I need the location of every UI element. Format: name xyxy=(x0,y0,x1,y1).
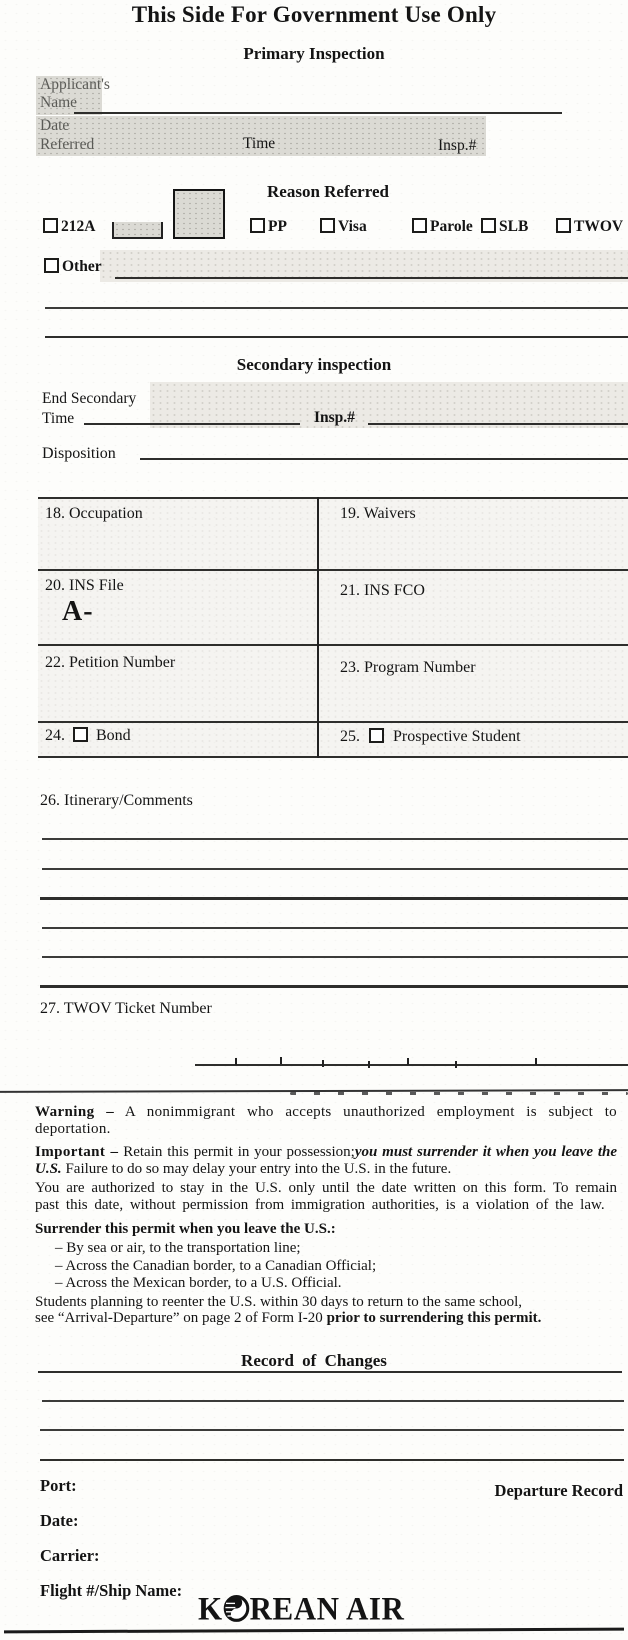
petition-number-label: 22. Petition Number xyxy=(45,654,176,671)
students-emphasis-text: prior to surrendering this permit. xyxy=(326,1310,542,1327)
important-lead: Important – xyxy=(35,1144,119,1161)
bond-number: 24. xyxy=(45,727,65,744)
bottom-border-line xyxy=(4,1628,624,1634)
korean-air-logo-text-k: K xyxy=(198,1590,223,1627)
warning-paragraph xyxy=(35,1104,617,1137)
prospective-student-label: Prospective Student xyxy=(393,728,521,745)
authorized-stay-paragraph: You are authorized to stay in the U.S. only until the date written on this form. To remain past this date, without permission from immigration authorities, is a violation of the law. xyxy=(35,1180,617,1213)
students-text-line1: Students planning to reenter the U.S. within 30 days to return to the same school, xyxy=(35,1293,523,1310)
surrender-item-mexican: – Across the Mexican border, to a U.S. Official. xyxy=(55,1275,342,1292)
checkbox-twov-label: TWOV xyxy=(574,218,624,235)
checkbox-212a-label: 212A xyxy=(61,218,96,235)
ins-file-label: 20. INS File xyxy=(45,577,124,594)
secondary-insp-input-line[interactable] xyxy=(368,423,628,425)
grid-border-bottom xyxy=(38,756,628,758)
itinerary-line-5[interactable] xyxy=(42,956,628,958)
program-number-label: 23. Program Number xyxy=(340,659,476,676)
waivers-label: 19. Waivers xyxy=(340,505,416,522)
itinerary-line-2[interactable] xyxy=(42,868,628,870)
secondary-inspection-heading: Secondary inspection xyxy=(236,355,392,374)
form-title: This Side For Government Use Only xyxy=(131,2,497,27)
checkbox-twov[interactable] xyxy=(556,218,571,233)
applicant-label-line2: Name xyxy=(40,94,78,111)
applicant-name-input-line[interactable] xyxy=(74,112,562,114)
checkbox-slb-label: SLB xyxy=(499,218,529,235)
grid-border-row1 xyxy=(38,569,628,571)
occupation-label: 18. Occupation xyxy=(45,505,143,522)
reason-twov-option xyxy=(556,218,623,236)
date-label: Date: xyxy=(40,1511,79,1530)
disposition-input-line[interactable] xyxy=(140,458,628,460)
notices-block xyxy=(35,1104,617,1327)
important-emphasis-text: you must surrender it when you leave the U.S. xyxy=(35,1144,617,1177)
itinerary-line-6[interactable] xyxy=(40,985,628,988)
checkbox-other[interactable] xyxy=(44,258,59,273)
checkbox-visa-label: Visa xyxy=(338,218,367,235)
reason-visa-option xyxy=(320,218,367,236)
important-text: Retain this permit in your possession; xyxy=(118,1144,355,1161)
reason-slb-option xyxy=(481,218,528,236)
reason-212a-option xyxy=(43,218,95,236)
referral-notes-line-1[interactable] xyxy=(45,307,628,309)
flight-ship-name-label: Flight #/Ship Name: xyxy=(40,1581,183,1600)
checkbox-212a[interactable] xyxy=(43,218,58,233)
date-referred-label-line1: Date xyxy=(40,117,70,134)
checkbox-other-label: Other xyxy=(62,258,102,275)
referral-notes-line-2[interactable] xyxy=(45,336,628,338)
primary-inspection-heading: Primary Inspection xyxy=(243,44,385,63)
itinerary-line-4[interactable] xyxy=(42,927,628,929)
end-secondary-label-line2: Time xyxy=(42,410,75,427)
perforation-holes xyxy=(290,1092,628,1095)
time-label: Time xyxy=(243,135,276,152)
important-paragraph xyxy=(35,1144,617,1177)
checkbox-prospective-student[interactable] xyxy=(369,728,384,743)
grid-border-row3 xyxy=(38,721,628,723)
record-of-changes-line-2[interactable] xyxy=(42,1400,624,1402)
bond-label: Bond xyxy=(96,727,131,744)
secondary-insp-number-label: Insp.# xyxy=(314,409,355,426)
record-of-changes-line-3[interactable] xyxy=(40,1429,624,1431)
ins-fco-label: 21. INS FCO xyxy=(340,582,425,599)
checkbox-parole-label: Parole xyxy=(430,218,473,235)
checkbox-pp[interactable] xyxy=(250,218,265,233)
surrender-heading: Surrender this permit when you leave the U.S.: xyxy=(35,1220,336,1237)
grid-border-top xyxy=(38,497,628,499)
warning-lead: Warning – xyxy=(35,1104,115,1120)
korean-air-logo-text-rest: REAN AIR xyxy=(249,1590,405,1627)
referral-code-bracket xyxy=(112,222,163,239)
grid-divider xyxy=(317,497,319,758)
students-paragraph xyxy=(35,1294,617,1327)
end-secondary-label-line1: End Secondary xyxy=(42,390,137,407)
insp-number-label: Insp.# xyxy=(438,137,477,154)
reason-referred-heading: Reason Referred xyxy=(267,182,389,201)
secondary-row-shading xyxy=(150,382,628,428)
checkbox-parole[interactable] xyxy=(412,218,427,233)
itinerary-line-1[interactable] xyxy=(42,838,628,840)
record-of-changes-line-4[interactable] xyxy=(40,1459,624,1461)
ticket-tally-line xyxy=(195,1057,628,1067)
checkbox-visa[interactable] xyxy=(320,218,335,233)
bond-option xyxy=(45,727,131,745)
checkbox-slb[interactable] xyxy=(481,218,496,233)
warning-text: A nonimmigrant who accepts unauthorized employment is subject to deportation. xyxy=(35,1104,617,1137)
ins-file-a-number-value: A- xyxy=(62,596,94,627)
itinerary-comments-label: 26. Itinerary/Comments xyxy=(40,792,193,809)
grid-border-row2 xyxy=(38,644,628,646)
referral-stamp-box xyxy=(173,189,225,239)
checkbox-pp-label: PP xyxy=(268,218,287,235)
twov-ticket-number-label: 27. TWOV Ticket Number xyxy=(40,1000,212,1017)
surrender-item-sea-air: – By sea or air, to the transportation line; xyxy=(55,1240,301,1257)
itinerary-line-3[interactable] xyxy=(40,897,628,900)
grid-shading xyxy=(38,498,628,757)
date-referred-label-line2: Referred xyxy=(40,136,95,153)
prospective-student-number: 25. xyxy=(340,728,360,745)
reason-pp-option xyxy=(250,218,287,236)
checkbox-bond[interactable] xyxy=(73,727,88,742)
other-input-line[interactable] xyxy=(115,277,628,279)
reason-other-option xyxy=(44,258,102,276)
students-text-line2: see “Arrival-Departure” on page 2 of Form I-20 xyxy=(35,1310,327,1327)
reason-parole-option xyxy=(412,218,473,236)
record-of-changes-line-1[interactable] xyxy=(38,1371,622,1373)
record-of-changes-heading: Record of Changes xyxy=(241,1351,387,1370)
port-label: Port: xyxy=(40,1476,77,1495)
korean-air-logo xyxy=(198,1590,404,1628)
prospective-student-option xyxy=(340,728,521,746)
end-secondary-time-input-line[interactable] xyxy=(84,423,300,425)
important-tail-text: Failure to do so may delay your entry into the U.S. in the future. xyxy=(61,1160,452,1177)
departure-record-title: Departure Record xyxy=(494,1481,623,1500)
korean-air-taegeuk-icon xyxy=(223,1594,250,1622)
applicant-label-line1: Applicant's xyxy=(40,76,110,93)
disposition-label: Disposition xyxy=(42,445,116,462)
surrender-item-canadian: – Across the Canadian border, to a Canadian Official; xyxy=(55,1257,377,1274)
carrier-label: Carrier: xyxy=(40,1546,100,1565)
